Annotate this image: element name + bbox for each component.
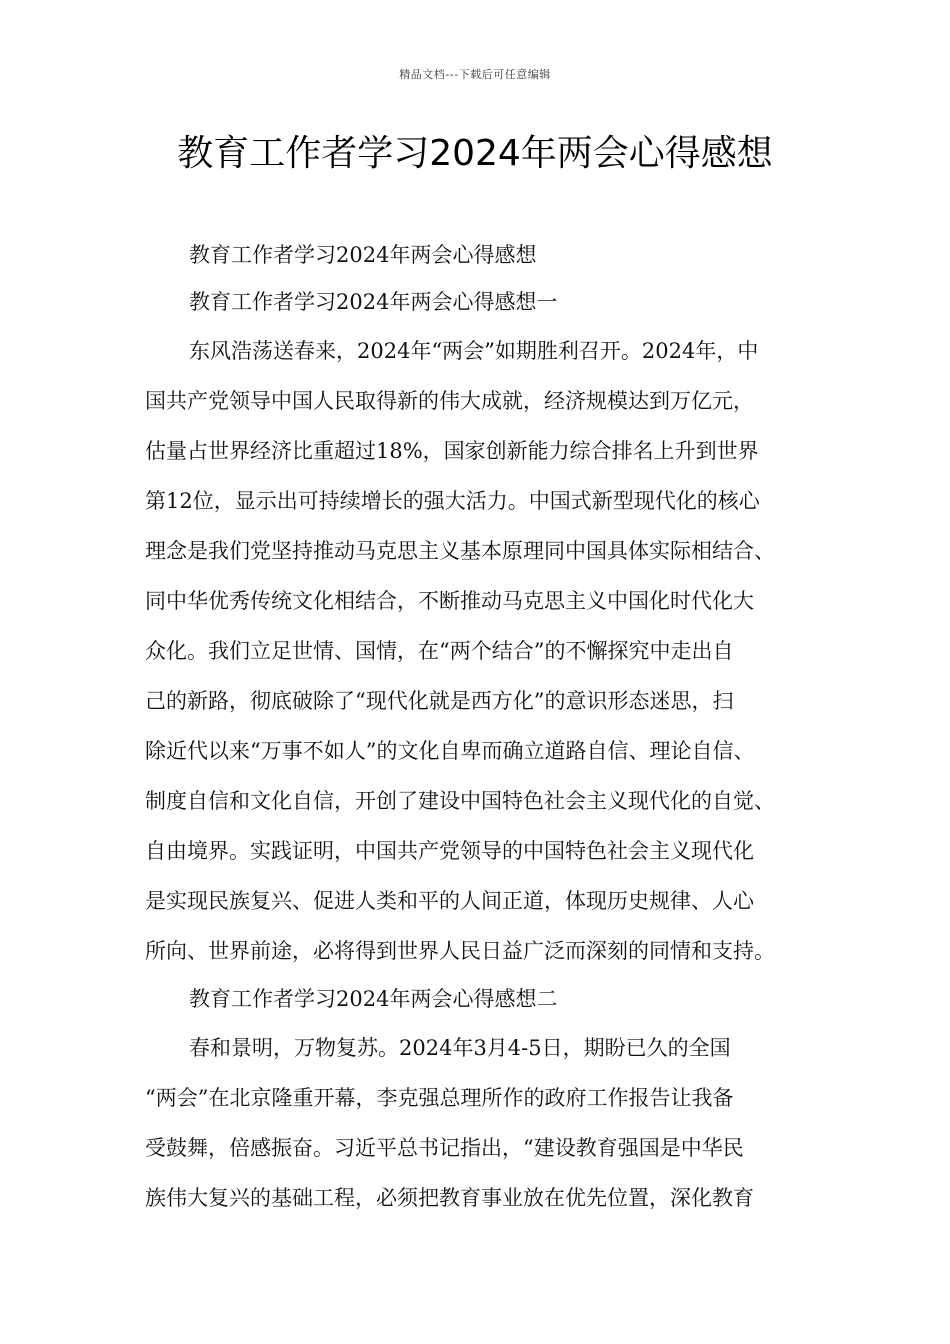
paragraph-line: “两会”在北京隆重开幕，李克强总理所作的政府工作报告让我备 xyxy=(145,1086,734,1110)
paragraph-line: 自由境界。实践证明，中国共产党领导的中国特色社会主义现代化 xyxy=(145,839,754,863)
paragraph-line: 制度自信和文化自信，开创了建设中国特色社会主义现代化的自觉、 xyxy=(145,789,775,813)
section-heading-one: 教育工作者学习2024年两会心得感想一 xyxy=(189,290,558,314)
paragraph-line: 理念是我们党坚持推动马克思主义基本原理同中国具体实际相结合、 xyxy=(145,539,775,563)
header-note: 精品文档---下载后可任意编辑 xyxy=(399,68,551,81)
section-heading: 教育工作者学习2024年两会心得感想 xyxy=(189,243,537,267)
paragraph-line: 所向、世界前途，必将得到世界人民日益广泛而深刻的同情和支持。 xyxy=(145,939,775,963)
paragraph-two xyxy=(145,1023,825,1223)
document-body xyxy=(145,232,825,1223)
paragraph-line: 族伟大复兴的基础工程，必须把教育事业放在优先位置，深化教育 xyxy=(145,1186,754,1210)
paragraph-line: 除近代以来“万事不如人”的文化自卑而确立道路自信、理论自信、 xyxy=(145,739,755,763)
paragraph-one xyxy=(145,326,825,976)
paragraph-line: 众化。我们立足世情、国情，在“两个结合”的不懈探究中走出自 xyxy=(145,639,734,663)
document-title: 教育工作者学习2024年两会心得感想 xyxy=(177,133,773,174)
paragraph-line: 第12位，显示出可持续增长的强大活力。中国式新型现代化的核心 xyxy=(145,489,760,513)
paragraph-line: 东风浩荡送春来，2024年“两会”如期胜利召开。2024年，中 xyxy=(189,339,759,363)
paragraph-line: 同中华优秀传统文化相结合，不断推动马克思主义中国化时代化大 xyxy=(145,589,754,613)
paragraph-line: 己的新路，彻底破除了“现代化就是西方化”的意识形态迷思，扫 xyxy=(145,689,734,713)
paragraph-line: 春和景明，万物复苏。2024年3月4-5日，期盼已久的全国 xyxy=(189,1036,731,1060)
paragraph-line: 受鼓舞，倍感振奋。习近平总书记指出，“建设教育强国是中华民 xyxy=(145,1136,744,1160)
section-heading-two: 教育工作者学习2024年两会心得感想二 xyxy=(189,987,558,1011)
paragraph-line: 国共产党领导中国人民取得新的伟大成就，经济规模达到万亿元， xyxy=(145,389,754,413)
paragraph-line: 估量占世界经济比重超过18%，国家创新能力综合排名上升到世界 xyxy=(145,439,759,463)
paragraph-line: 是实现民族复兴、促进人类和平的人间正道，体现历史规律、人心 xyxy=(145,889,754,913)
